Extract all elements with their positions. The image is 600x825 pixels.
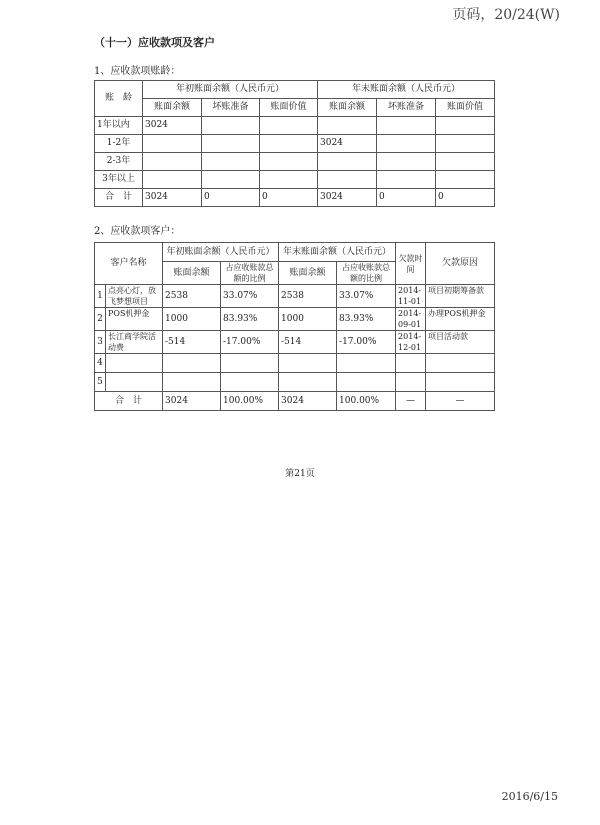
row-number: 5: [95, 373, 106, 392]
cell: 33.07%: [337, 285, 396, 308]
debt-reason: 办理POS机押金: [426, 308, 495, 331]
cell: [221, 373, 279, 392]
row-number: 3: [95, 331, 106, 354]
total-label: 合 计: [95, 392, 163, 411]
cell: -514: [279, 331, 337, 354]
cell: [436, 135, 495, 153]
end-balance-header: 年末账面余额（人民币元）: [279, 243, 396, 262]
cell: [163, 373, 221, 392]
table-row: [95, 171, 495, 189]
col-header: 账面余额: [143, 99, 202, 117]
row-label: 1年以内: [95, 117, 143, 135]
customer-name-header: 客户名称: [95, 243, 163, 285]
cell: 33.07%: [221, 285, 279, 308]
cell: 3024: [143, 189, 202, 207]
cell: [377, 171, 436, 189]
debt-reason: 项目活动款: [426, 331, 495, 354]
debt-reason: [426, 354, 495, 373]
cell: [202, 171, 260, 189]
total-row: [95, 189, 495, 207]
col-header: 账面价值: [436, 99, 495, 117]
cell: [377, 117, 436, 135]
cell: 3024: [143, 117, 202, 135]
debt-time: 2014-11-01: [396, 285, 426, 308]
page-number: 第21页: [285, 469, 315, 479]
cell: [143, 135, 202, 153]
cell: [202, 117, 260, 135]
aging-subtitle: 1、应收款项账龄：: [94, 66, 181, 77]
col-header: 占应收账款总额的比例: [337, 262, 396, 285]
debt-time: —: [396, 392, 426, 411]
customers-subtitle: 2、应收款项客户：: [94, 226, 181, 237]
row-label: 2-3年: [95, 153, 143, 171]
cell: [318, 171, 377, 189]
table-row: [95, 285, 495, 308]
cell: 0: [377, 189, 436, 207]
cell: [202, 153, 260, 171]
cell: [279, 354, 337, 373]
total-row: [95, 392, 495, 411]
begin-balance-header: 年初账面余额（人民币元）: [163, 243, 279, 262]
cell: 0: [260, 189, 318, 207]
cell: 1000: [163, 308, 221, 331]
customers-table: [94, 242, 495, 411]
customer-name: 长江商学院活动费: [106, 331, 163, 354]
cell: [318, 153, 377, 171]
cell: 1000: [279, 308, 337, 331]
cell: -17.00%: [337, 331, 396, 354]
cell: 3024: [318, 135, 377, 153]
cell: [143, 171, 202, 189]
cell: 0: [202, 189, 260, 207]
aging-table: [94, 80, 495, 207]
cell: [143, 153, 202, 171]
customer-name: [106, 373, 163, 392]
debt-reason: 项目初期筹备款: [426, 285, 495, 308]
col-header: 坏账准备: [377, 99, 436, 117]
debt-time: 2014-12-01: [396, 331, 426, 354]
cell: [377, 153, 436, 171]
cell: [337, 373, 396, 392]
cell: [260, 171, 318, 189]
col-header: 账面余额: [163, 262, 221, 285]
cell: 2538: [163, 285, 221, 308]
row-number: 4: [95, 354, 106, 373]
row-number: 1: [95, 285, 106, 308]
debt-time: [396, 354, 426, 373]
row-label: 3年以上: [95, 171, 143, 189]
col-header: 账面价值: [260, 99, 318, 117]
cell: [260, 117, 318, 135]
debt-time: [396, 373, 426, 392]
table-row: [95, 153, 495, 171]
col-header: 占应收账款总额的比例: [221, 262, 279, 285]
cell: [337, 354, 396, 373]
table-row: [95, 373, 495, 392]
page-code: 页码，20/24(W): [452, 7, 560, 23]
cell: [318, 117, 377, 135]
debt-time-header: 欠款时间: [396, 243, 426, 285]
col-header: 账面余额: [279, 262, 337, 285]
cell: 3024: [279, 392, 337, 411]
col-header: 账面余额: [318, 99, 377, 117]
cell: [436, 117, 495, 135]
cell: [202, 135, 260, 153]
col-header: 坏账准备: [202, 99, 260, 117]
cell: 3024: [163, 392, 221, 411]
cell: [377, 135, 436, 153]
cell: 100.00%: [337, 392, 396, 411]
row-label: 合 计: [95, 189, 143, 207]
cell: [260, 153, 318, 171]
table-row: [95, 135, 495, 153]
debt-time: 2014-09-01: [396, 308, 426, 331]
aging-header: 账 龄: [95, 81, 143, 117]
customer-name: POS机押金: [106, 308, 163, 331]
customer-name: [106, 354, 163, 373]
debt-reason: [426, 373, 495, 392]
cell: -514: [163, 331, 221, 354]
cell: 100.00%: [221, 392, 279, 411]
cell: 3024: [318, 189, 377, 207]
table-row: [95, 354, 495, 373]
cell: 83.93%: [221, 308, 279, 331]
cell: [163, 354, 221, 373]
table-row: [95, 331, 495, 354]
cell: 2538: [279, 285, 337, 308]
cell: [436, 171, 495, 189]
cell: -17.00%: [221, 331, 279, 354]
table-row: [95, 117, 495, 135]
debt-reason: —: [426, 392, 495, 411]
cell: [221, 354, 279, 373]
cell: [436, 153, 495, 171]
print-date: 2016/6/15: [501, 790, 558, 803]
cell: [260, 135, 318, 153]
section-title: （十一）应收款项及客户: [94, 36, 215, 49]
customer-name: 点亮心灯，放飞梦想项目: [106, 285, 163, 308]
row-number: 2: [95, 308, 106, 331]
begin-balance-header: 年初账面余额（人民币元）: [143, 81, 318, 99]
debt-reason-header: 欠款原因: [426, 243, 495, 285]
cell: 83.93%: [337, 308, 396, 331]
table-row: [95, 308, 495, 331]
cell: [279, 373, 337, 392]
end-balance-header: 年末账面余额（人民币元）: [318, 81, 495, 99]
row-label: 1-2年: [95, 135, 143, 153]
cell: 0: [436, 189, 495, 207]
